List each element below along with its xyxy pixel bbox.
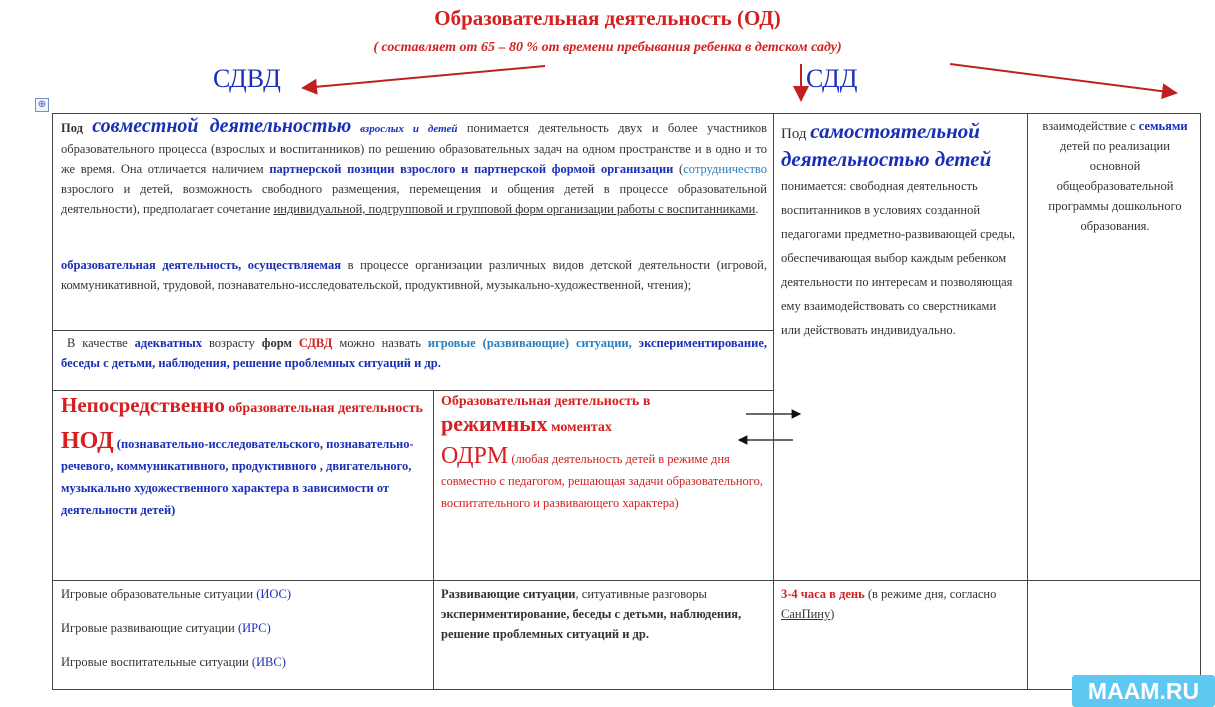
forms-term: форм [261,336,292,350]
maam-logo: MAAM.RU [1072,675,1215,707]
main-table [52,113,1201,690]
time-cell [781,584,1017,624]
divider-v3 [433,390,434,689]
odrm-heading-moments: моментах [547,420,612,435]
can-name-text: можно назвать [332,336,428,350]
list-item [61,584,423,604]
forms-list: экспериментирование, беседы с детьми, наблюдения, решение проблемных ситуаций и др. [61,336,767,370]
nod-cell [61,394,423,521]
odrm-heading: Образовательная деятельность в [441,394,651,409]
page-subtitle: ( составляет от 65 – 80 % от времени пребывания ребенка в детском саду) [373,40,842,55]
ios-label: Игровые образовательные ситуации [61,587,257,601]
divider-h1 [53,330,773,331]
time-amount: 3-4 часа в день [781,587,865,601]
forms-combination: индивидуальной, подгрупповой и групповой форм организации работы с воспитанниками [273,202,756,216]
educational-activity-term: образовательная деятельность, осуществляемая [61,258,341,272]
ios-abbr: (ИОС) [256,587,292,601]
arrow-to-family [950,64,1176,93]
developing-situations-term: Развивающие ситуации [441,587,576,601]
game-situations-cell [61,584,423,672]
families-term: семьями [1138,119,1188,133]
divider-v1 [773,114,774,689]
nod-abbr: НОД [61,428,114,454]
sdvd-abbr: СДВД [291,336,333,350]
educational-activity-text: в процессе организации различных видов детской деятельности (игровой, коммуникативной, трудовой, познавательно-исследовательской, продуктивной, музыкально-художественной, чтения); [61,258,768,292]
cooperation-term: сотрудничество [683,162,767,176]
term-adults-children: взрослых и детей [351,123,458,135]
situational-talks: , ситуативные разговоры [575,587,707,601]
divider-v2 [1027,114,1028,689]
sdvd-forms [61,333,767,373]
list-item [61,652,423,672]
independent-text: понимается: свободная деятельность воспитанников в условиях созданной педагогами предметно-развивающей среды, обеспечивающая выбор каждым ребенком деятельности по интересам и позволяющая ему взаимодействовать со сверстниками или действовать индивидуально. [781,179,1016,337]
divider-h3 [53,580,1200,581]
joint-educational-activity [61,255,767,295]
odrm-description: (любая деятельность детей в режиме дня совместно с педагогом, решающая задачи образовательного, воспитательного и развивающего характера) [441,452,763,510]
irs-label: Игровые развивающие ситуации [61,621,238,635]
ivs-label: Игровые воспитательные ситуации [61,655,252,669]
forms-intro: В качестве [67,336,135,350]
period: . [755,202,759,216]
paren-close: ) [830,607,835,621]
irs-abbr: (ИРС) [237,621,271,635]
odrm-cell [441,390,767,514]
joint-definition-text: понимается деятельность двух и более участников образовательного процесса (взрослых и воспитанников) по решению образовательных задач на одном пространстве и в одно и то же время. Она отличается наличием [61,121,768,176]
developing-situations-cell [441,584,761,644]
family-text: детей по реализации основной общеобразовательной программы дошкольного образования. [1048,139,1182,233]
table-move-handle-icon[interactable]: ⊕ [35,98,49,112]
text-under: Под [61,121,93,135]
term-independent-activity: самостоятельной деятельностью детей [781,119,992,171]
term-joint-activity: совместной деятельностью [92,115,352,137]
sanpin-term: СанПину [781,607,831,621]
independent-cell [781,118,1017,342]
family-cell [1035,116,1195,236]
nod-description: (познавательно-исследовательского, познавательно- речевого, коммуникативного, продуктивного , двигательного, музыкально художественного характера в зависимости от деятельности детей) [61,437,414,517]
ivs-abbr: (ИВС) [251,655,286,669]
joint-definition [61,116,767,219]
time-text: (в режиме дня, согласно [864,587,997,601]
partner-position: партнерской позиции взрослого и партнерской формой организации [269,162,674,176]
text-under-2: Под [781,126,811,142]
odrm-abbr: ОДРМ [441,443,509,469]
age-text: возрасту [202,336,262,350]
game-situations-term: игровые (развивающие) ситуации, [427,336,632,350]
joint-definition-text-2: взрослого и детей, возможность свободного размещения, перемещения и общения детей в процессе образовательной деятельности), предполагает сочетание [61,182,767,216]
sdvd-label: СДВД [213,64,281,93]
page-title: Образовательная деятельность (ОД) [434,6,781,30]
developing-list: экспериментирование, беседы с детьми, наблюдения, решение проблемных ситуаций и др. [441,607,742,641]
sdd-label: СДД [806,64,858,93]
nod-heading: Непосредственно [61,393,225,417]
paren-open: ( [673,162,684,176]
family-intro: взаимодействие с [1042,119,1139,133]
adequate-term: адекватных [134,336,203,350]
odrm-heading-mode: режимных [441,411,548,436]
nod-heading-rest: образовательная деятельность [224,401,423,416]
list-item [61,618,423,638]
arrow-to-sdvd [303,66,545,88]
